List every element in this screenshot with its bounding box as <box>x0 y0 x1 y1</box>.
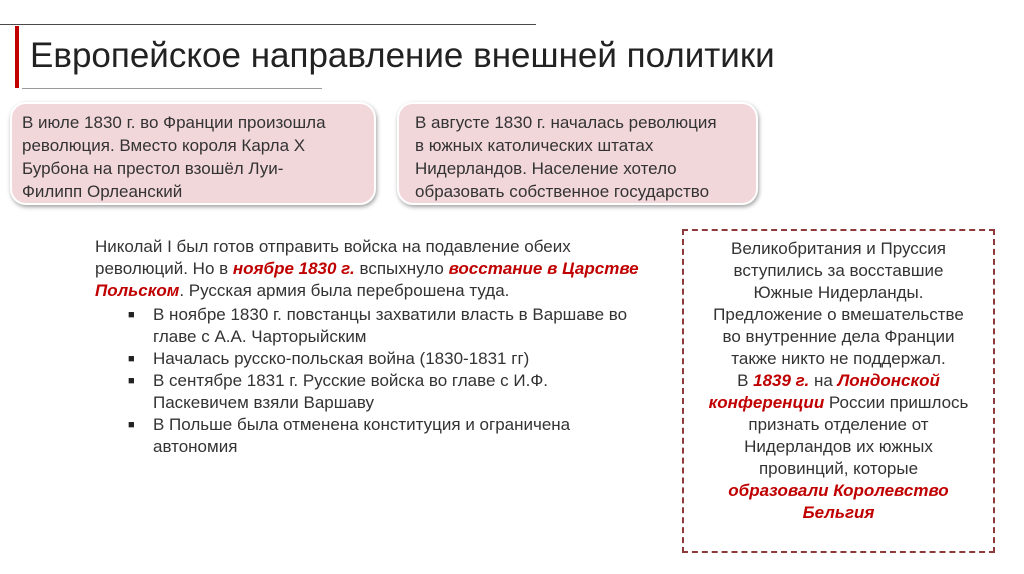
main-text-block <box>95 236 640 458</box>
intro-text: вспыхнуло <box>354 259 449 278</box>
bullet-list <box>95 304 640 458</box>
slide-title: Европейское направление внешней политики <box>30 36 775 75</box>
box-line: вступились за восставшие <box>733 261 944 280</box>
list-item <box>126 370 640 414</box>
box-line <box>690 392 987 414</box>
highlight-date: 1839 г. <box>753 371 810 390</box>
list-item-text: В сентябре 1831 г. Русские войска во главе с И.Ф. Паскевичем взяли Варшаву <box>153 371 548 412</box>
box-line: также никто не поддержал. <box>731 349 946 368</box>
box-line: Нидерландов их южных <box>744 437 933 456</box>
info-box-netherlands <box>397 102 758 205</box>
box-line: провинций, которые <box>758 459 919 478</box>
box-text: на <box>809 371 838 390</box>
list-item-text: Началась русско-польская война (1830-1831 гг) <box>153 349 530 368</box>
box-line: В июле 1830 г. во Франции произошла <box>22 113 326 132</box>
intro-paragraph <box>95 236 640 302</box>
box-line: Нидерландов. Население хотело <box>415 159 677 178</box>
box-line: во внутренние дела Франции <box>722 327 955 346</box>
list-item <box>126 304 640 348</box>
highlight-result: Бельгия <box>802 503 875 522</box>
box-line: Бурбона на престол взошёл Луи- <box>22 159 284 178</box>
box-line: образовать собственное государство <box>415 182 710 201</box>
bullet-marker: ■ <box>128 309 135 321</box>
list-item-text: В ноябре 1830 г. повстанцы захватили власть в Варшаве во главе с А.А. Чарторыйским <box>153 305 628 346</box>
box-text: России пришлось <box>824 393 969 412</box>
highlight-event: Лондонской <box>837 371 940 390</box>
highlight-date: ноябре 1830 г. <box>232 259 355 278</box>
box-line: В августе 1830 г. началась революция <box>415 113 717 132</box>
intro-text: . Русская армия была переброшена туда. <box>179 281 510 300</box>
bullet-marker: ■ <box>128 375 135 387</box>
bullet-marker: ■ <box>128 419 135 431</box>
list-item <box>126 414 640 458</box>
box-text: В <box>737 371 754 390</box>
box-line <box>690 370 987 392</box>
highlight-result: образовали Королевство <box>728 481 949 500</box>
top-rule <box>0 24 536 25</box>
box-line: революция. Вместо короля Карла Х <box>22 136 306 155</box>
info-box-france <box>10 102 376 205</box>
box-line: Южные Нидерланды. <box>753 283 924 302</box>
highlight-event: восстание в Царстве Польском <box>95 259 639 300</box>
intro-text: Николай I был готов отправить войска на подавление обеих революций. Но в <box>95 237 571 278</box>
title-accent-bar <box>15 26 19 88</box>
box-line: Предложение о вмешательстве <box>713 305 964 324</box>
bullet-marker: ■ <box>128 353 135 365</box>
list-item <box>126 348 640 370</box>
box-line: Великобритания и Пруссия <box>731 239 946 258</box>
title-underline <box>22 88 322 89</box>
box-line: в южных католических штатах <box>415 136 654 155</box>
highlight-event: конференции <box>708 393 825 412</box>
box-line: признать отделение от <box>748 415 929 434</box>
dashed-info-box-britain-prussia <box>682 229 995 553</box>
list-item-text: В Польше была отменена конституция и ограничена автономия <box>153 415 571 456</box>
box-line: Филипп Орлеанский <box>22 182 183 201</box>
